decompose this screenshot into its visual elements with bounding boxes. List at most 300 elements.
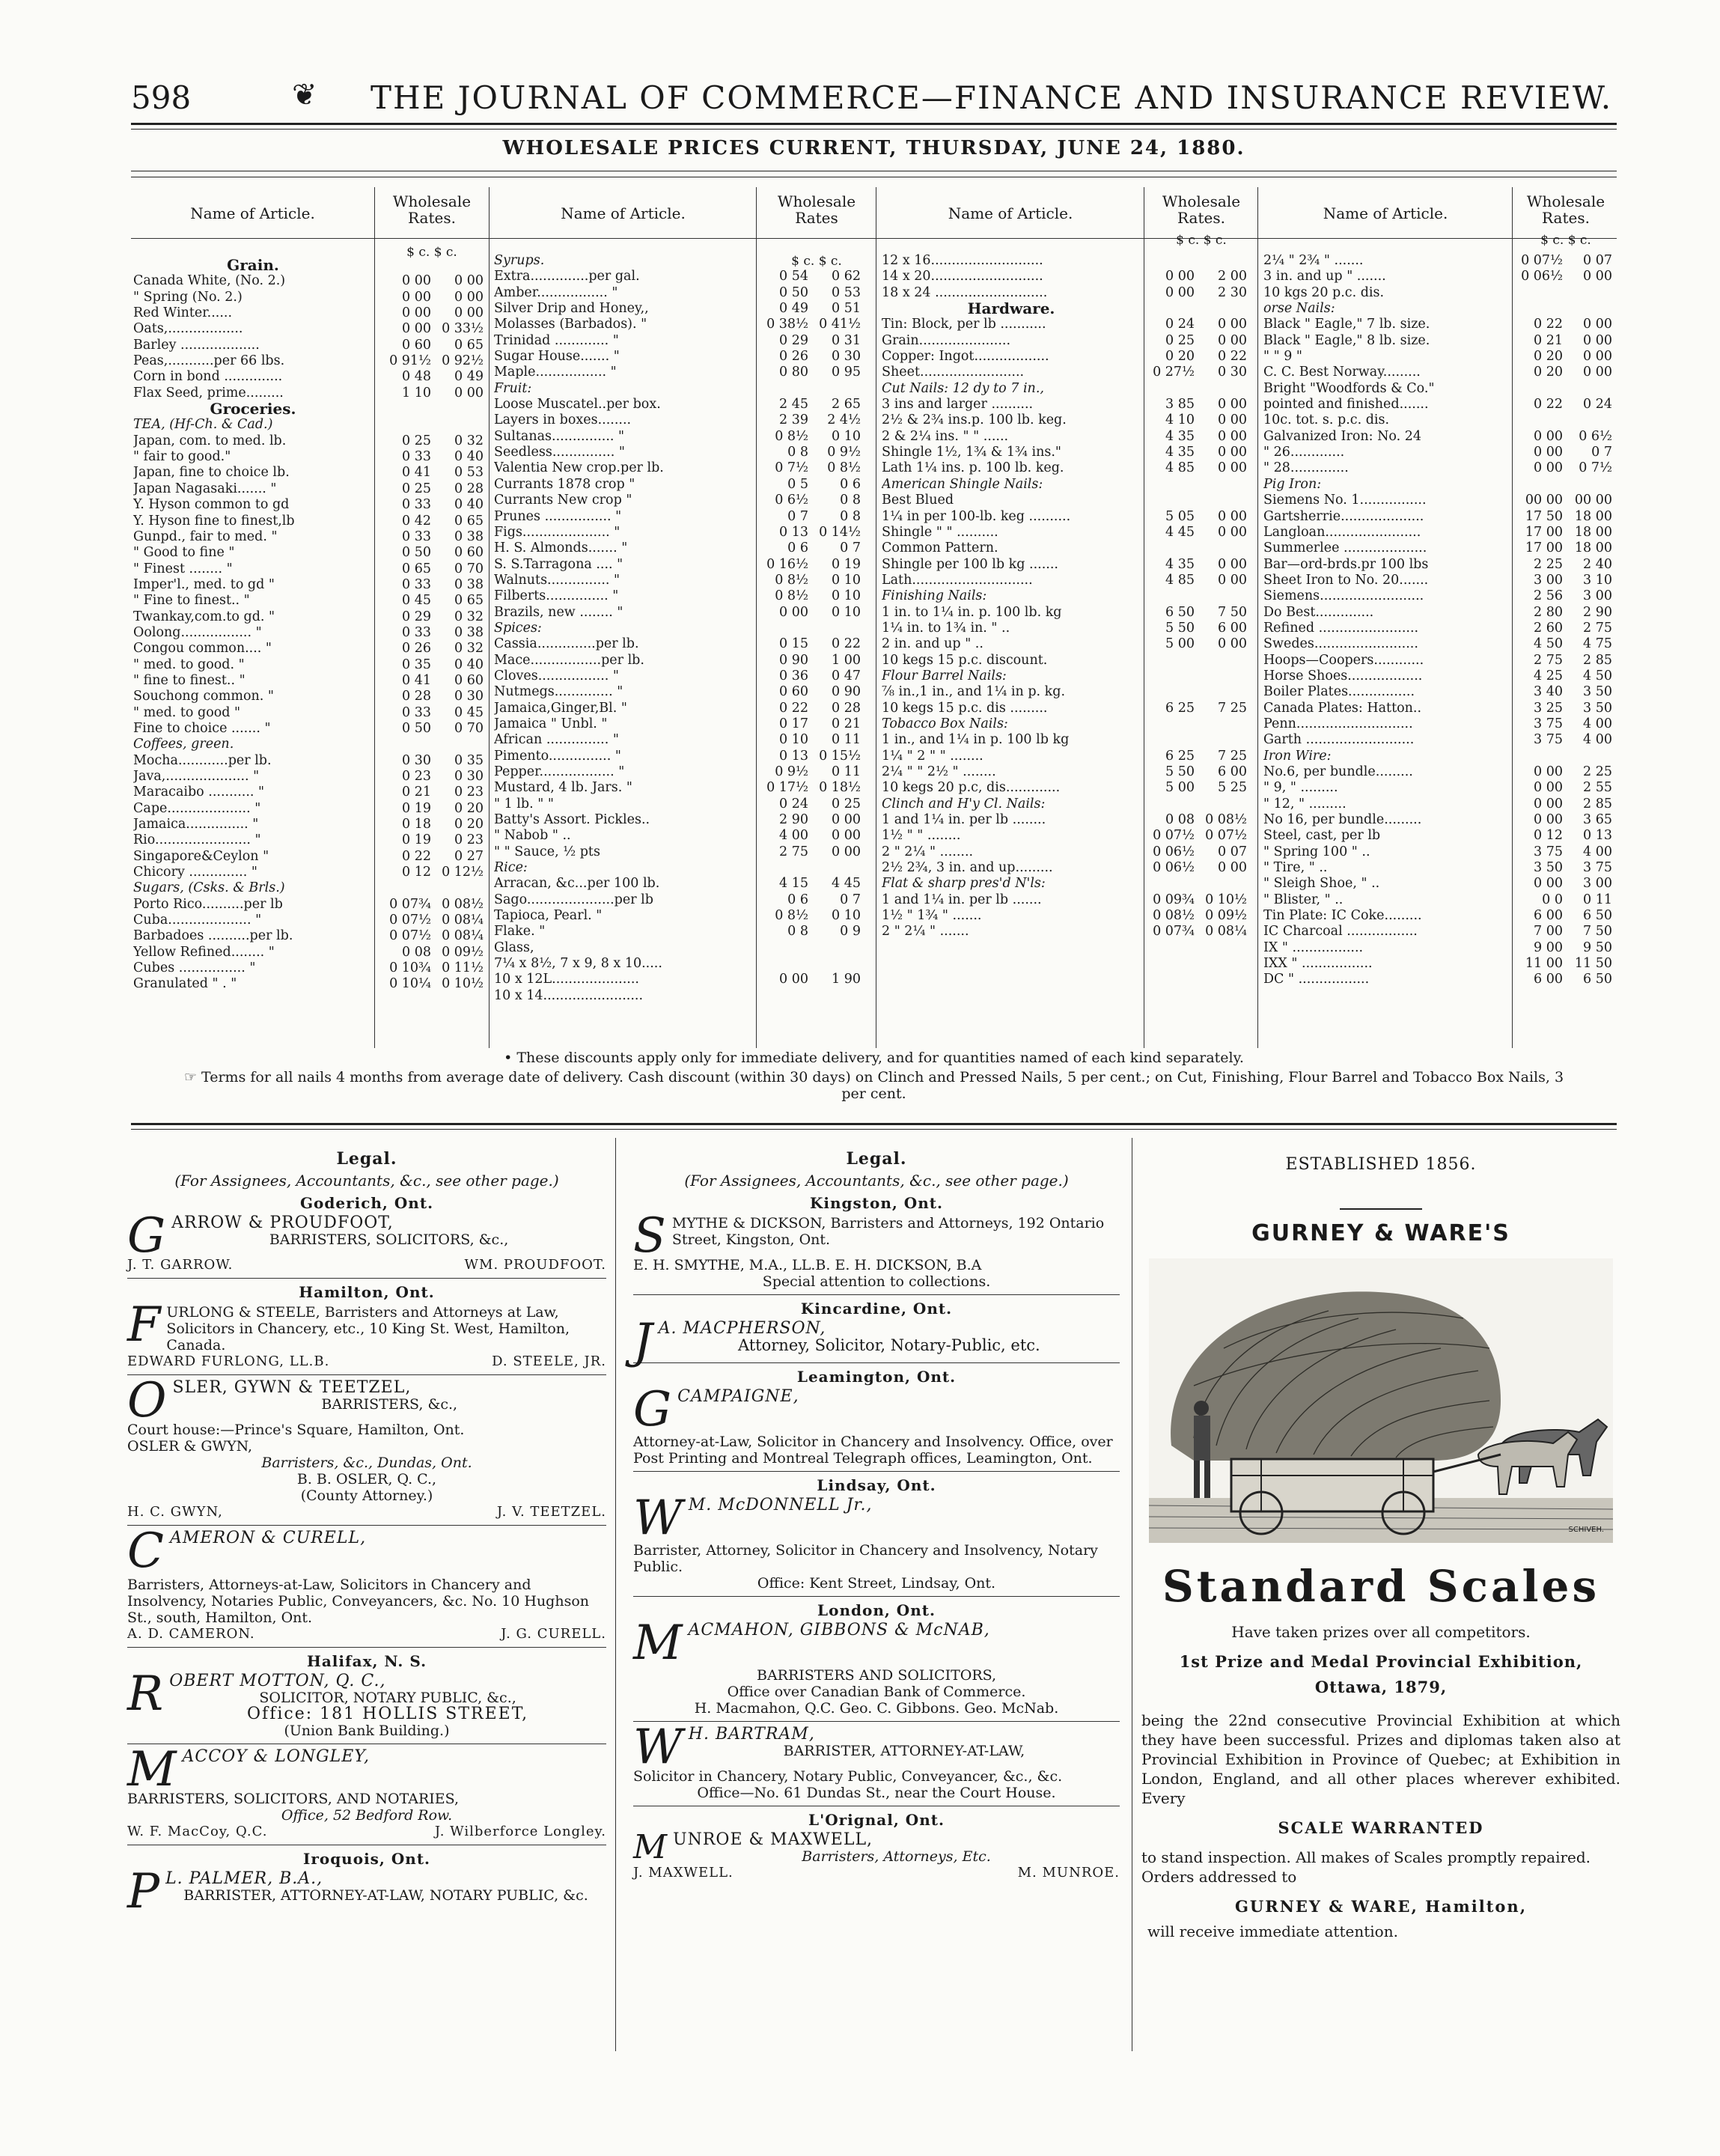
article-name: Flax Seed, prime......... bbox=[133, 385, 284, 401]
card-cameron bbox=[127, 1523, 606, 1642]
article-name: Barley ................... bbox=[133, 337, 260, 353]
price-row bbox=[1263, 445, 1617, 460]
article-name: Silver Drip and Honey,, bbox=[494, 301, 649, 317]
card-furlong bbox=[127, 1297, 606, 1370]
firm-name: AMERON & CURELL, bbox=[169, 1529, 367, 1547]
article-name: " 9, " ......... bbox=[1263, 780, 1338, 796]
article-name: Japan, fine to choice lb. bbox=[133, 465, 290, 481]
article-name: 10 kgs 20 p.c. dis. bbox=[1263, 284, 1385, 300]
price-row bbox=[882, 749, 1256, 764]
price-row bbox=[133, 928, 489, 944]
price-row bbox=[1263, 317, 1617, 332]
price-row bbox=[1263, 477, 1617, 493]
price-row bbox=[1263, 940, 1617, 956]
price-row bbox=[133, 673, 489, 689]
article-name: 2½ & 2¾ ins.p. 100 lb. keg. bbox=[882, 412, 1067, 428]
rate-low: 0 00 bbox=[1165, 284, 1195, 300]
rate-low: 0 9½ bbox=[775, 764, 808, 779]
rate-high: 0 35 bbox=[454, 752, 484, 768]
rate-low: 2 56 bbox=[1534, 588, 1563, 604]
article-name: Figs..................... " bbox=[494, 524, 620, 540]
city-goderich: Goderich, Ont. bbox=[299, 1194, 434, 1212]
price-row bbox=[882, 732, 1256, 748]
article-name: Shingle per 100 lb kg ....... bbox=[882, 556, 1058, 572]
firm-name: ACCOY & LONGLEY, bbox=[182, 1747, 370, 1766]
price-row bbox=[882, 844, 1256, 860]
price-row bbox=[882, 269, 1256, 284]
price-row bbox=[1263, 509, 1617, 525]
rate-low: 0 36 bbox=[779, 668, 808, 683]
article-name: Cloves................. " bbox=[494, 668, 619, 683]
city-kincardine: Kincardine, Ont. bbox=[800, 1300, 953, 1318]
rate-high: 0 10 bbox=[832, 588, 861, 604]
article-name: Batty's Assort. Pickles.. bbox=[494, 812, 650, 828]
price-row bbox=[882, 892, 1256, 908]
rate-low: 3 75 bbox=[1534, 844, 1563, 859]
rate-high: 0 8 bbox=[840, 508, 861, 524]
price-column-2 bbox=[494, 253, 876, 1004]
scales-advertisement bbox=[1141, 1149, 1620, 1941]
rate-low: 4 85 bbox=[1165, 460, 1195, 476]
article-name: Barbadoes ..........per lb. bbox=[133, 928, 293, 944]
article-name: Sugar House....... " bbox=[494, 349, 620, 365]
price-row bbox=[494, 908, 876, 924]
rate-high: 0 41½ bbox=[819, 317, 861, 332]
article-name: 2¼ " " 2½ " ........ bbox=[882, 764, 996, 779]
rate-low: 0 00 bbox=[402, 321, 431, 337]
article-name: Filberts............... " bbox=[494, 588, 619, 604]
rate-low: 0 18 bbox=[402, 817, 431, 832]
rate-high: 0 30 bbox=[832, 349, 861, 365]
card-macmahon bbox=[633, 1616, 1120, 1717]
advert-warranted: SCALE WARRANTED bbox=[1278, 1818, 1484, 1837]
rate-high: 2 85 bbox=[1583, 796, 1612, 811]
rate-high: 0 10 bbox=[832, 572, 861, 588]
rate-low: 3 00 bbox=[1534, 572, 1563, 588]
price-row bbox=[494, 636, 876, 652]
article-name: Sugars, (Csks. & Brls.) bbox=[133, 880, 285, 896]
rate-low: 0 07½ bbox=[389, 913, 431, 928]
rate-low: 0 00 bbox=[1534, 428, 1563, 444]
article-name: Cassia..............per lb. bbox=[494, 636, 639, 652]
partner-name: J. T. GARROW. bbox=[127, 1257, 234, 1273]
col1-units: $ c. $ c. bbox=[406, 245, 457, 260]
article-name: " Finest ........ " bbox=[133, 561, 233, 576]
partner-name: B. B. OSLER, Q. C., bbox=[296, 1471, 437, 1487]
city-iroquois: Iroquois, Ont. bbox=[302, 1850, 431, 1868]
article-name: 2 & 2¼ ins. " " ...... bbox=[882, 428, 1009, 444]
rate-low: 0 35 bbox=[402, 657, 431, 672]
article-name: Shingle 1½, 1¾ & 1¾ ins." bbox=[882, 445, 1061, 460]
article-name: Oats,.................. bbox=[133, 321, 243, 337]
article-name: Jamaica,Ginger,Bl. " bbox=[494, 700, 627, 716]
article-name: 1¼ in per 100-lb. keg .......... bbox=[882, 508, 1071, 524]
rate-low: 0 41 bbox=[402, 465, 431, 481]
price-row bbox=[1263, 732, 1617, 748]
article-name: Java,.................... " bbox=[133, 769, 260, 784]
price-row bbox=[494, 429, 876, 445]
divider bbox=[633, 1294, 1120, 1295]
article-name: Granulated " . " bbox=[133, 976, 237, 992]
rate-low: 4 50 bbox=[1534, 636, 1563, 652]
rate-high: 0 24 bbox=[1583, 397, 1612, 412]
article-name: Finishing Nails: bbox=[882, 588, 987, 604]
price-row bbox=[882, 636, 1256, 652]
drop-cap: G bbox=[127, 1208, 166, 1264]
price-row bbox=[1263, 669, 1617, 684]
legal-column-left bbox=[127, 1149, 606, 1919]
price-row bbox=[133, 641, 489, 657]
article-name: Sago.....................per lb bbox=[494, 892, 653, 907]
drop-cap: W bbox=[633, 1490, 683, 1546]
price-column-4 bbox=[1263, 253, 1617, 988]
rate-low: 0 07½ bbox=[1153, 828, 1195, 844]
article-name: Gunpd., fair to med. " bbox=[133, 529, 278, 544]
price-row bbox=[494, 445, 876, 460]
price-row bbox=[133, 514, 489, 529]
rate-high: 18 00 bbox=[1574, 508, 1612, 524]
price-row bbox=[1263, 493, 1617, 508]
article-name: Grain...................... bbox=[882, 332, 1011, 348]
price-row bbox=[882, 460, 1256, 476]
price-row bbox=[133, 849, 489, 865]
price-row bbox=[882, 397, 1256, 412]
partner-name: EDWARD FURLONG, LL.B. bbox=[127, 1353, 330, 1369]
rate-low: 0 21 bbox=[1534, 332, 1563, 348]
rate-low: 3 25 bbox=[1534, 700, 1563, 716]
rate-high: 0 40 bbox=[454, 497, 484, 513]
rate-low: 3 85 bbox=[1165, 397, 1195, 412]
article-name: Jamaica............... " bbox=[133, 817, 259, 832]
rate-low: 0 33 bbox=[402, 449, 431, 465]
rate-low: 0 6 bbox=[787, 892, 808, 907]
firm-name: UNROE & MAXWELL, bbox=[673, 1830, 873, 1849]
article-name: No.6, per bundle......... bbox=[1263, 764, 1413, 779]
article-name: orse Nails: bbox=[1263, 301, 1335, 317]
rate-low: 2 39 bbox=[779, 412, 808, 428]
article-name: " med. to good " bbox=[133, 704, 241, 720]
rate-high: 0 00 bbox=[1583, 365, 1612, 380]
drop-cap: S bbox=[633, 1208, 666, 1264]
firm-name: ACMAHON, GIBBONS & McNAB, bbox=[688, 1621, 990, 1639]
rate-high: 0 11½ bbox=[442, 960, 484, 976]
rate-high: 0 90 bbox=[832, 684, 861, 700]
price-row bbox=[1263, 924, 1617, 940]
price-row bbox=[494, 493, 876, 508]
article-name: Red Winter...... bbox=[133, 305, 233, 321]
price-row bbox=[882, 684, 1256, 700]
rate-low: 0 42 bbox=[402, 513, 431, 529]
city-halifax: Halifax, N. S. bbox=[306, 1652, 427, 1670]
rate-low: 0 38½ bbox=[766, 317, 808, 332]
rate-low: 0 00 bbox=[402, 273, 431, 289]
col2-name-header: Name of Article. bbox=[561, 204, 686, 222]
price-row bbox=[494, 557, 876, 573]
firm-address: Office: 181 HOLLIS STREET, bbox=[247, 1705, 529, 1723]
price-row bbox=[1263, 381, 1617, 397]
price-row bbox=[882, 797, 1256, 812]
price-row bbox=[494, 924, 876, 940]
drop-cap: G bbox=[633, 1382, 672, 1437]
drop-cap: M bbox=[127, 1742, 177, 1797]
partner-name: A. D. CAMERON. bbox=[127, 1626, 255, 1642]
price-row bbox=[133, 529, 489, 545]
price-row bbox=[882, 445, 1256, 460]
price-row bbox=[882, 669, 1256, 684]
article-name: Pig Iron: bbox=[1263, 476, 1322, 492]
page-header bbox=[131, 75, 1613, 120]
city-leamington: Leamington, Ont. bbox=[796, 1368, 957, 1386]
card-macpherson bbox=[633, 1314, 1120, 1369]
price-row bbox=[133, 401, 489, 417]
article-name: Coffees, green. bbox=[133, 737, 234, 752]
rate-low: 17 50 bbox=[1525, 508, 1563, 524]
price-row bbox=[882, 349, 1256, 365]
price-row bbox=[1263, 621, 1617, 636]
price-row bbox=[882, 365, 1256, 380]
rate-low: 0 33 bbox=[402, 497, 431, 513]
firm-name: OBERT MOTTON, Q. C., bbox=[169, 1672, 386, 1690]
divider bbox=[1340, 1208, 1422, 1210]
price-row bbox=[133, 593, 489, 609]
rate-low: 4 35 bbox=[1165, 556, 1195, 572]
price-row bbox=[882, 557, 1256, 573]
city-hamilton: Hamilton, Ont. bbox=[299, 1283, 435, 1301]
article-name: TEA, (Hf-Ch. & Cad.) bbox=[133, 417, 273, 433]
rate-low: 0 00 bbox=[1165, 269, 1195, 284]
rate-high: 0 10½ bbox=[442, 976, 484, 992]
rate-high: 0 32 bbox=[454, 433, 484, 448]
rate-low: 0 22 bbox=[1534, 397, 1563, 412]
price-column-1 bbox=[133, 258, 489, 993]
partner-names bbox=[127, 1353, 606, 1370]
rate-high: 0 28 bbox=[832, 700, 861, 716]
price-row bbox=[882, 509, 1256, 525]
rate-low: 0 20 bbox=[1165, 349, 1195, 365]
rate-high: 3 65 bbox=[1583, 812, 1612, 828]
rate-low: 0 17 bbox=[779, 716, 808, 731]
journal-title: THE JOURNAL OF COMMERCE—FINANCE AND INSURANCE REVIEW. bbox=[370, 79, 1613, 116]
article-name: Loose Muscatel..per box. bbox=[494, 397, 661, 412]
rate-high: 2 30 bbox=[1218, 284, 1247, 300]
article-name: Prunes ................ " bbox=[494, 508, 622, 524]
rate-low: 5 50 bbox=[1165, 620, 1195, 636]
rate-low: 0 33 bbox=[402, 576, 431, 592]
rate-high: 0 70 bbox=[454, 720, 484, 736]
price-row bbox=[882, 876, 1256, 892]
firm-name: OSLER & GWYN, bbox=[127, 1438, 253, 1455]
price-column-3 bbox=[882, 253, 1256, 940]
rate-low: 0 20 bbox=[1534, 365, 1563, 380]
rate-high: 0 00 bbox=[1218, 508, 1247, 524]
price-row bbox=[1263, 460, 1617, 476]
rate-high: 0 53 bbox=[454, 465, 484, 481]
col3-units: $ c. $ c. bbox=[1176, 233, 1227, 248]
article-name: Syrups. bbox=[494, 253, 545, 268]
firm-address: Office: Kent Street, Lindsay, Ont. bbox=[757, 1575, 996, 1592]
price-row bbox=[882, 301, 1256, 317]
price-row bbox=[494, 844, 876, 860]
city-kingston: Kingston, Ont. bbox=[810, 1194, 943, 1212]
article-name: Extra..............per gal. bbox=[494, 269, 640, 284]
article-name: Brazils, new ........ " bbox=[494, 604, 623, 620]
rate-high: 7 50 bbox=[1218, 604, 1247, 620]
price-row bbox=[133, 561, 489, 577]
rate-low: 0 29 bbox=[779, 332, 808, 348]
article-name: Corn in bond .............. bbox=[133, 369, 283, 385]
price-row bbox=[1263, 701, 1617, 716]
rate-low: 2 75 bbox=[1534, 652, 1563, 668]
partner-names bbox=[127, 1504, 606, 1520]
price-row bbox=[133, 880, 489, 896]
drop-cap: R bbox=[127, 1666, 164, 1722]
price-row bbox=[1263, 525, 1617, 540]
price-row bbox=[494, 669, 876, 684]
rate-high: 2 75 bbox=[1583, 620, 1612, 636]
rate-high: 0 7 bbox=[840, 540, 861, 556]
rate-high: 18 00 bbox=[1574, 524, 1612, 540]
rate-low: 0 65 bbox=[402, 561, 431, 576]
rate-high: 0 92½ bbox=[442, 353, 484, 369]
rate-high: 0 10 bbox=[832, 428, 861, 444]
rate-low: 6 00 bbox=[1534, 972, 1563, 987]
rate-high: 0 08½ bbox=[442, 896, 484, 912]
rate-high: 0 00 bbox=[832, 844, 861, 859]
rate-high: 0 00 bbox=[1218, 860, 1247, 876]
rate-low: 2 45 bbox=[779, 397, 808, 412]
rate-low: 0 8 bbox=[787, 445, 808, 460]
price-row bbox=[494, 509, 876, 525]
article-name: Japan Nagasaki....... " bbox=[133, 481, 277, 496]
article-name: American Shingle Nails: bbox=[882, 476, 1043, 492]
article-name: Black " Eagle," 7 lb. size. bbox=[1263, 317, 1430, 332]
price-row bbox=[133, 369, 489, 385]
article-name: Summerlee .................... bbox=[1263, 540, 1427, 556]
price-row bbox=[494, 301, 876, 317]
established-line: ESTABLISHED 1856. bbox=[1285, 1155, 1477, 1174]
rate-low: 6 00 bbox=[1534, 908, 1563, 924]
price-row bbox=[133, 801, 489, 817]
article-name: Currants New crop " bbox=[494, 493, 632, 508]
drop-cap: C bbox=[127, 1523, 164, 1579]
price-row bbox=[494, 365, 876, 380]
firm-text: Barrister, Attorney, Solicitor in Chancery and Insolvency, Notary Public. bbox=[633, 1542, 1098, 1575]
rate-low: 0 00 bbox=[402, 305, 431, 321]
rate-high: 4 45 bbox=[832, 876, 861, 892]
article-name: Bright "Woodfords & Co." bbox=[1263, 380, 1435, 396]
article-name: 18 x 24 ........................... bbox=[882, 284, 1048, 300]
rate-high: 0 60 bbox=[454, 672, 484, 688]
firm-text: Attorney-at-Law, Solicitor in Chancery and Insolvency. Office, over Post Printing and Montreal Telegraph offices, Leamington, Ont. bbox=[633, 1434, 1113, 1467]
rate-high: 0 00 bbox=[1218, 332, 1247, 348]
article-name: Y. Hyson common to gd bbox=[133, 497, 290, 513]
rate-high: 0 20 bbox=[454, 800, 484, 816]
article-name: Cubes ................ " bbox=[133, 960, 256, 976]
rate-low: 0 48 bbox=[402, 369, 431, 385]
price-row bbox=[1263, 797, 1617, 812]
rate-low: 0 33 bbox=[402, 704, 431, 720]
rate-low: 3 50 bbox=[1534, 860, 1563, 876]
legal-subheading: (For Assignees, Accountants, &c., see other page.) bbox=[174, 1172, 559, 1190]
article-name: " fine to finest.. " bbox=[133, 672, 246, 688]
price-row bbox=[1263, 844, 1617, 860]
article-name: Rio....................... " bbox=[133, 832, 261, 848]
rate-low: 0 33 bbox=[402, 529, 431, 544]
price-row bbox=[494, 780, 876, 796]
rate-low: 0 22 bbox=[779, 700, 808, 716]
rate-high: 0 11 bbox=[832, 732, 861, 748]
article-name: Maracaibo ........... " bbox=[133, 785, 265, 800]
footnote-terms: ☞ Terms for all nails 4 months from average date of delivery. Cash discount (within 30 days) on Clinch and Pressed Nails, 5 per cent.; on Cut, Finishing, Flour Barrel and Tobacco Box Nails, 3 per cent. bbox=[183, 1069, 1564, 1102]
rate-high: 0 09½ bbox=[1205, 908, 1247, 924]
rate-low: 0 06½ bbox=[1153, 844, 1195, 859]
rate-low: 0 91½ bbox=[389, 353, 431, 369]
rate-high: 0 07½ bbox=[1205, 828, 1247, 844]
price-row bbox=[1263, 860, 1617, 876]
price-row bbox=[882, 621, 1256, 636]
partner-name: J. MAXWELL. bbox=[633, 1865, 734, 1881]
price-row bbox=[882, 605, 1256, 621]
advert-firm: GURNEY & WARE, Hamilton, bbox=[1235, 1897, 1527, 1916]
price-row bbox=[133, 897, 489, 913]
article-name: " 1 lb. " " bbox=[494, 796, 554, 811]
rate-low: 9 00 bbox=[1534, 940, 1563, 955]
rate-low: 0 12 bbox=[1534, 828, 1563, 844]
card-garrow bbox=[127, 1208, 606, 1273]
rate-high: 6 50 bbox=[1583, 908, 1612, 924]
article-name: " 12, " ......... bbox=[1263, 796, 1347, 811]
page-number: 598 bbox=[131, 79, 192, 116]
rate-low: 4 35 bbox=[1165, 445, 1195, 460]
rate-high: 7 25 bbox=[1218, 748, 1247, 764]
price-row bbox=[1263, 780, 1617, 796]
price-row bbox=[133, 945, 489, 960]
article-name: Spices: bbox=[494, 620, 542, 636]
legal-subheading: (For Assignees, Accountants, &c., see other page.) bbox=[684, 1172, 1069, 1190]
rate-low: 0 10¾ bbox=[389, 960, 431, 976]
price-row bbox=[1263, 684, 1617, 700]
article-name: Singapore&Ceylon " bbox=[133, 848, 269, 864]
rate-high: 0 60 bbox=[454, 545, 484, 561]
article-name: Mustard, 4 lb. Jars. " bbox=[494, 780, 632, 796]
rate-high: 6 00 bbox=[1218, 764, 1247, 779]
rate-high: 0 00 bbox=[1218, 397, 1247, 412]
rate-low: 0 25 bbox=[402, 481, 431, 496]
rate-high: 0 51 bbox=[832, 301, 861, 317]
article-name: 1 and 1¼ in. per lb ........ bbox=[882, 812, 1046, 828]
article-name: 1¼ in. to 1¾ in. " .. bbox=[882, 620, 1010, 636]
price-row bbox=[1263, 588, 1617, 604]
rate-low: 0 00 bbox=[402, 289, 431, 305]
partner-name: M. MUNROE. bbox=[1017, 1865, 1120, 1881]
hay-wagon-engraving bbox=[1149, 1258, 1613, 1543]
price-row bbox=[133, 785, 489, 800]
article-name: " Sleigh Shoe, " .. bbox=[1263, 876, 1380, 892]
price-row bbox=[882, 253, 1256, 269]
divider bbox=[633, 1471, 1120, 1472]
article-name: Gartsherrie.................... bbox=[1263, 508, 1424, 524]
price-row bbox=[882, 525, 1256, 540]
rate-high: 0 00 bbox=[454, 385, 484, 401]
rate-low: 6 25 bbox=[1165, 700, 1195, 716]
partner-name: J. Wilberforce Longley. bbox=[434, 1824, 606, 1839]
rate-low: 0 12 bbox=[402, 865, 431, 880]
firm-desc: BARRISTERS, &c., bbox=[321, 1396, 458, 1413]
header-rule bbox=[131, 123, 1617, 125]
rate-high: 4 50 bbox=[1583, 668, 1612, 683]
rate-low: 4 45 bbox=[1165, 524, 1195, 540]
article-name: Cuba.................... " bbox=[133, 913, 262, 928]
